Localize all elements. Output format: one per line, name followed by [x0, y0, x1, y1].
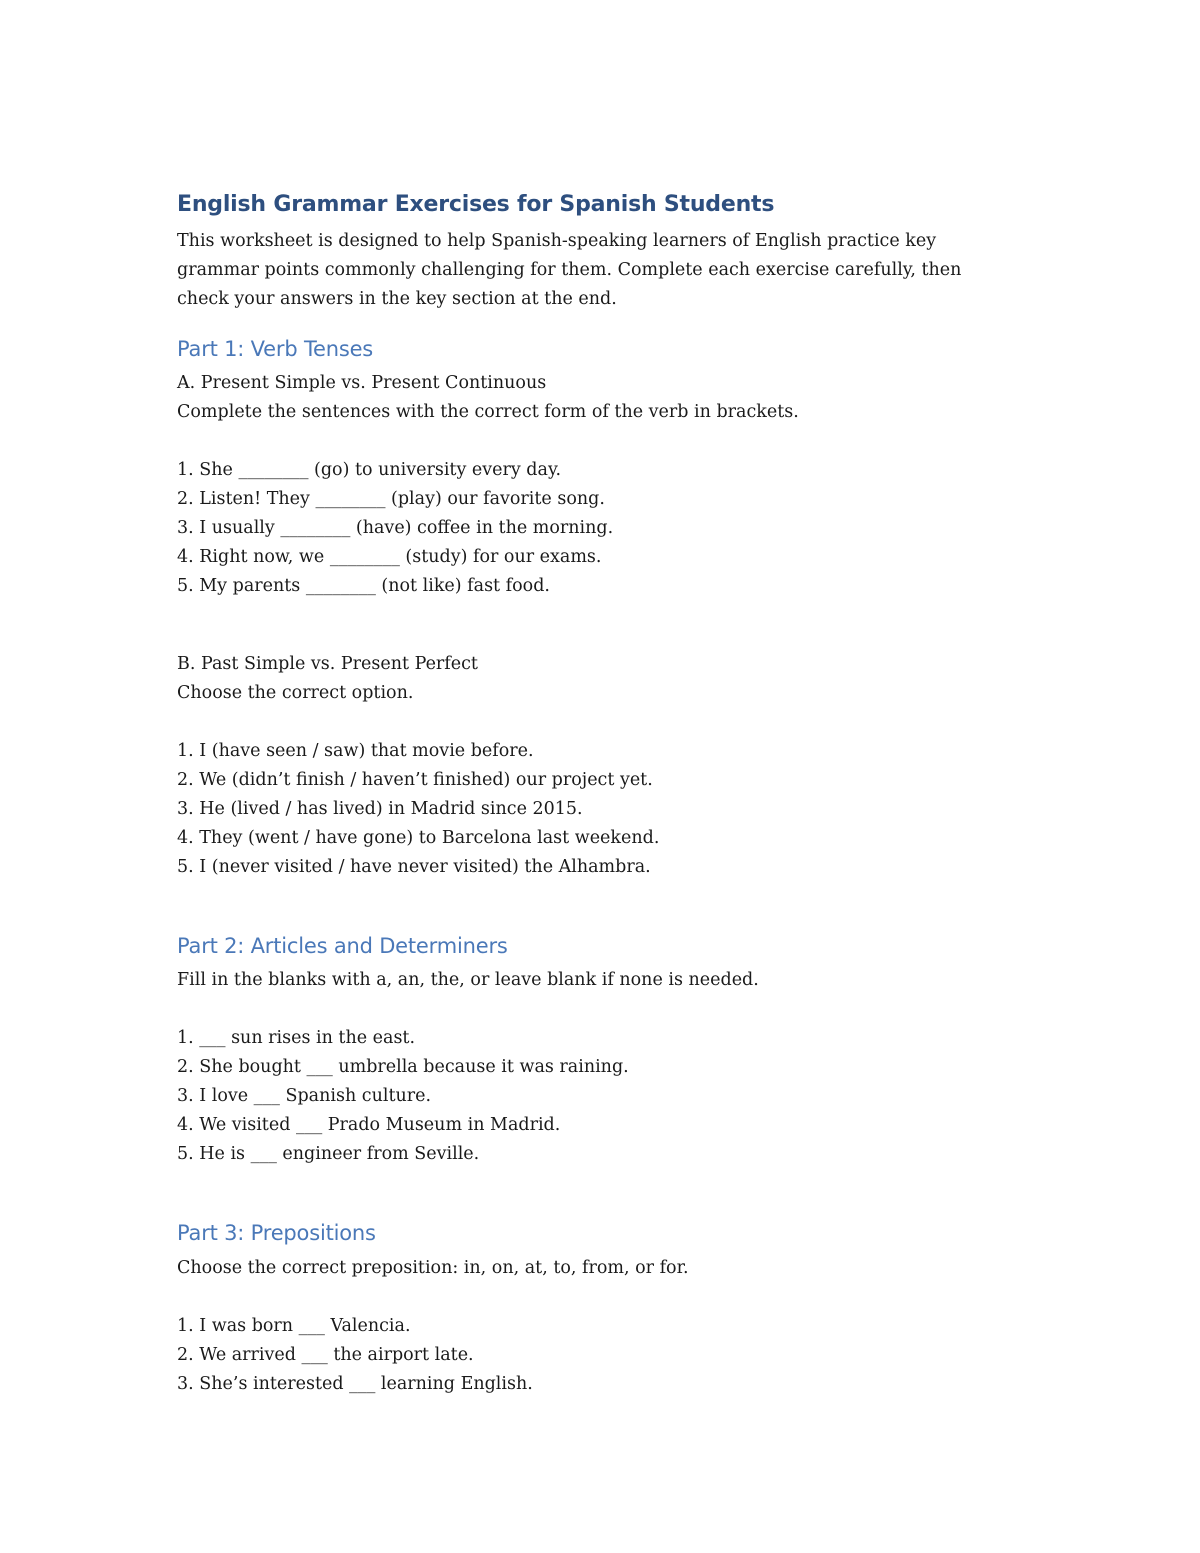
list-item: 2. We arrived ___ the airport late.	[177, 1345, 474, 1365]
part2-heading: Part 2: Articles and Determiners	[177, 934, 508, 958]
part1-b-subtitle: B. Past Simple vs. Present Perfect	[177, 654, 478, 674]
list-item: 4. They (went / have gone) to Barcelona last weekend.	[177, 828, 660, 848]
list-item: 3. She’s interested ___ learning English.	[177, 1374, 533, 1394]
part1-a-instruction: Complete the sentences with the correct form of the verb in brackets.	[177, 402, 799, 422]
document-title: English Grammar Exercises for Spanish Students	[177, 192, 775, 217]
list-item: 4. We visited ___ Prado Museum in Madrid.	[177, 1115, 561, 1135]
part1-a-subtitle: A. Present Simple vs. Present Continuous	[177, 373, 547, 393]
list-item: 1. ___ sun rises in the east.	[177, 1028, 416, 1048]
part3-instruction: Choose the correct preposition: in, on, at, to, from, or for.	[177, 1258, 689, 1278]
part1-b-instruction: Choose the correct option.	[177, 683, 414, 703]
part3-heading: Part 3: Prepositions	[177, 1221, 376, 1245]
intro-paragraph: This worksheet is designed to help Spanish-speaking learners of English practice key grammar points commonly challenging for them. Complete each exercise carefully, then check your answers in the key section at the end.	[177, 231, 962, 309]
list-item: 4. Right now, we ________ (study) for our exams.	[177, 547, 602, 567]
list-item: 1. I (have seen / saw) that movie before.	[177, 741, 534, 761]
list-item: 2. Listen! They ________ (play) our favorite song.	[177, 489, 605, 509]
part1-heading: Part 1: Verb Tenses	[177, 337, 374, 361]
list-item: 5. My parents ________ (not like) fast food.	[177, 576, 550, 596]
list-item: 2. We (didn’t finish / haven’t finished) our project yet.	[177, 770, 653, 790]
list-item: 1. I was born ___ Valencia.	[177, 1316, 411, 1336]
list-item: 5. He is ___ engineer from Seville.	[177, 1144, 480, 1164]
list-item: 3. I usually ________ (have) coffee in the morning.	[177, 518, 614, 538]
list-item: 2. She bought ___ umbrella because it was raining.	[177, 1057, 629, 1077]
list-item: 3. He (lived / has lived) in Madrid since 2015.	[177, 799, 583, 819]
list-item: 3. I love ___ Spanish culture.	[177, 1086, 432, 1106]
list-item: 1. She ________ (go) to university every day.	[177, 460, 562, 480]
part2-instruction: Fill in the blanks with a, an, the, or leave blank if none is needed.	[177, 970, 759, 990]
list-item: 5. I (never visited / have never visited) the Alhambra.	[177, 857, 651, 877]
